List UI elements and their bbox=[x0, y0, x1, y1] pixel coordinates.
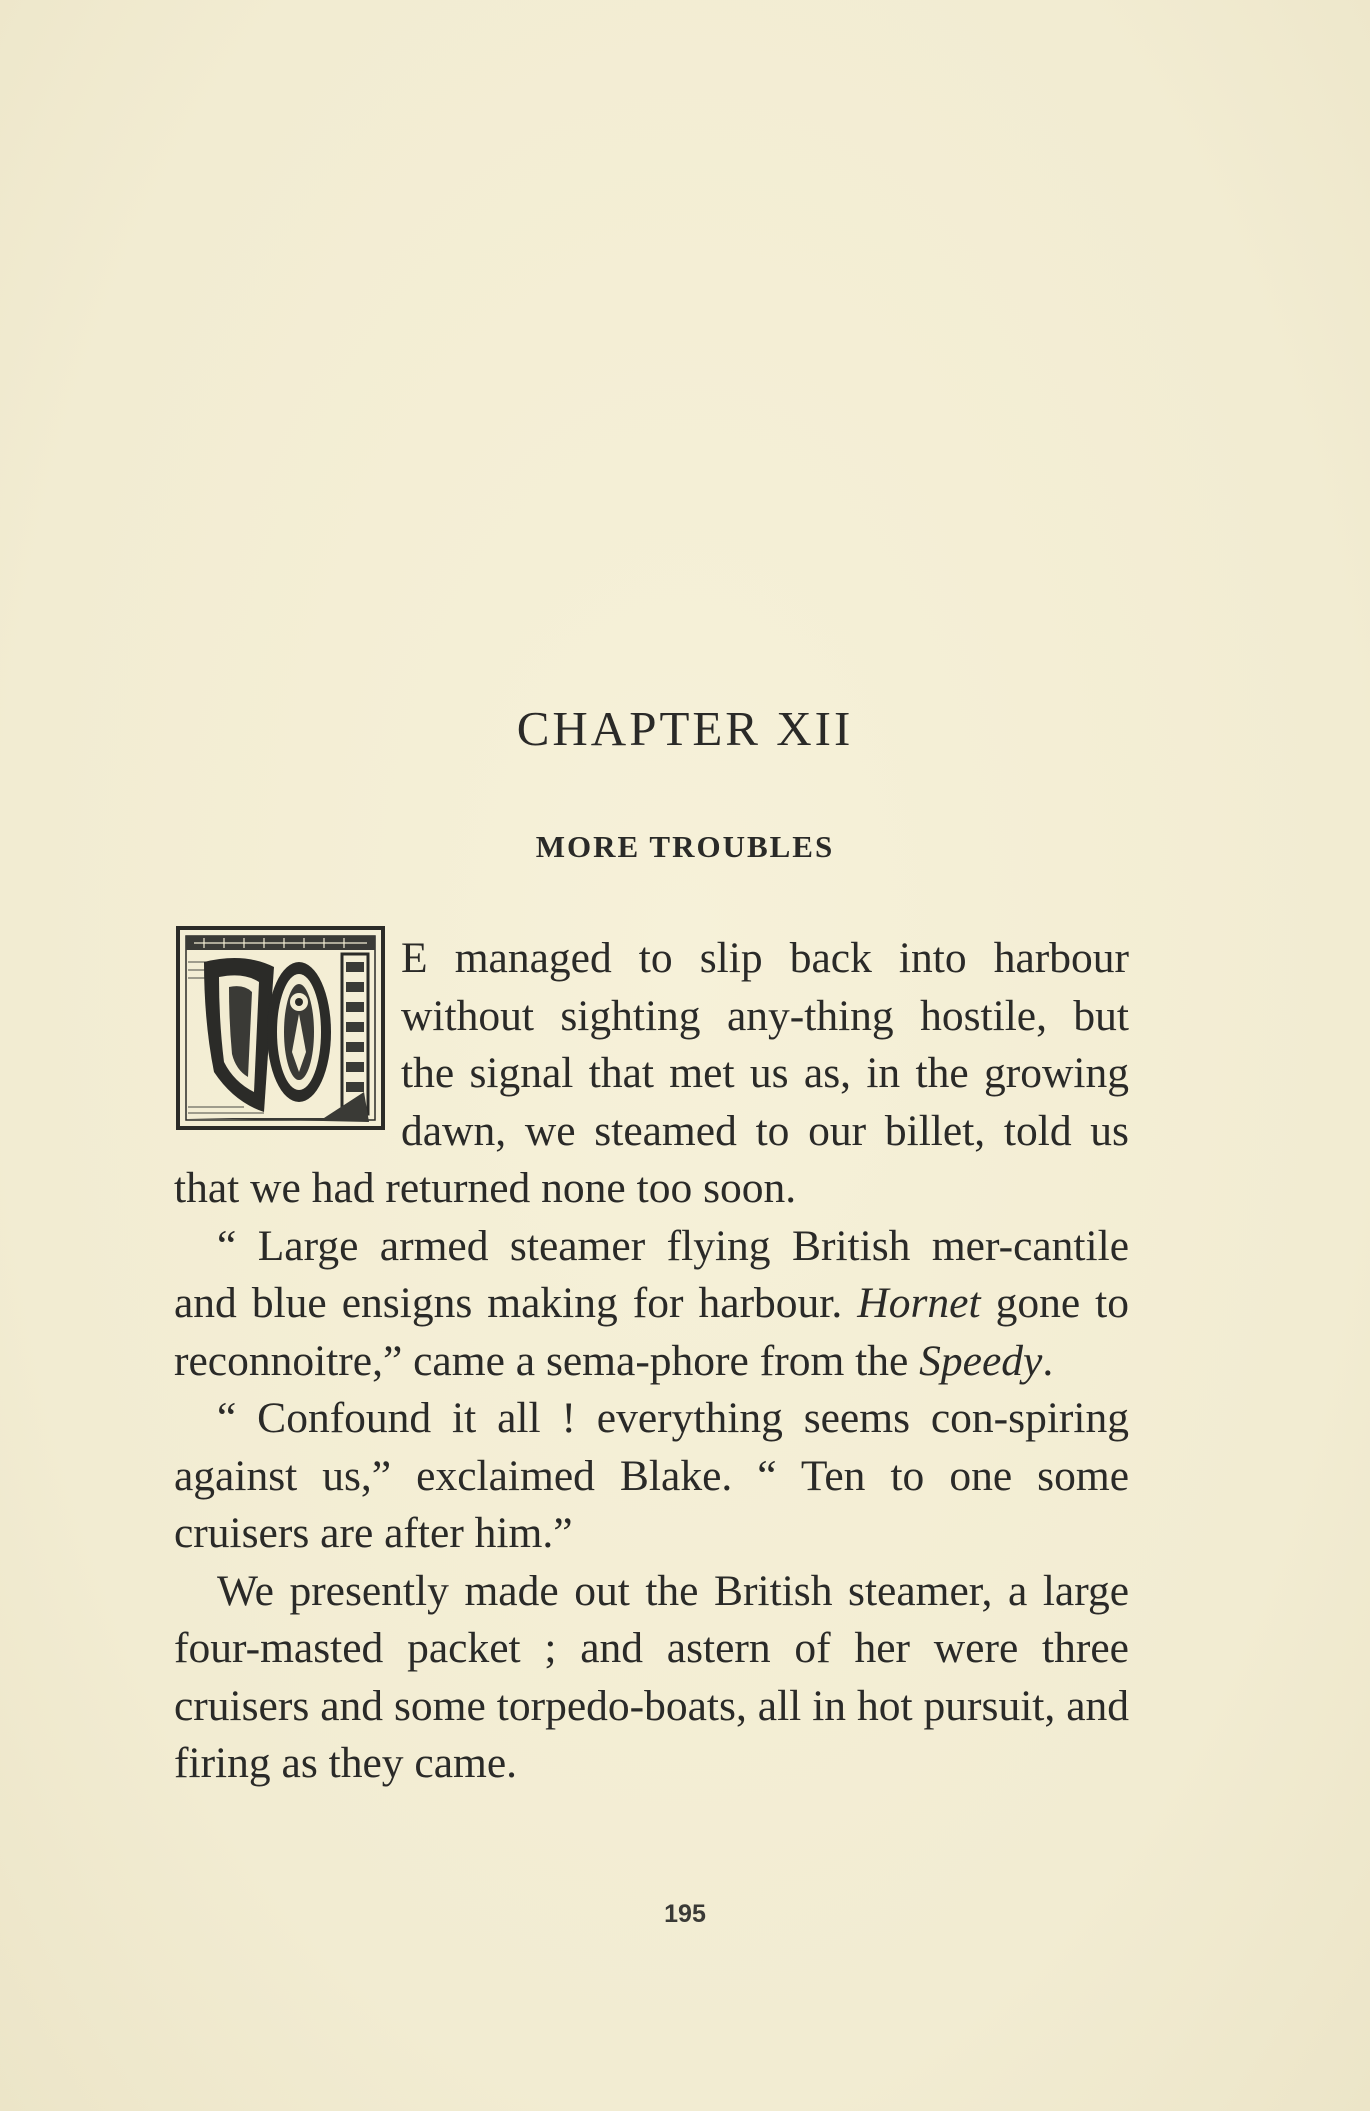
chapter-body bbox=[174, 930, 1129, 1793]
paragraph-4: We presently made out the British steamer, a large four-masted packet ; and astern of her were three cruisers and some torpedo-boats, all in hot pursuit, and firing as they came. bbox=[174, 1566, 1129, 1787]
ornamental-initial-w-icon bbox=[174, 922, 387, 1138]
paragraph-2-text-mid: gone to reconnoitre,” came a sema-phore from the bbox=[174, 1279, 1129, 1385]
ship-name-hornet: Hornet bbox=[857, 1279, 981, 1327]
paragraph-2-text-after: . bbox=[1042, 1336, 1054, 1385]
paragraph-1-lead: E bbox=[401, 934, 428, 982]
chapter-subtitle: MORE TROUBLES bbox=[535, 829, 835, 864]
ship-name-speedy: Speedy bbox=[919, 1336, 1043, 1385]
paragraph-2-text-before: “ Large armed steamer flying British mer-cantile and blue ensigns making for harbour. bbox=[174, 1221, 1129, 1327]
page-number: 195 bbox=[664, 1900, 706, 1928]
paragraph-1-text: managed to slip back into harbour without sighting any-thing hostile, but the signal that met us as, in the growing dawn, we steamed to our billet, told us that we had returned none too soon. bbox=[174, 934, 1129, 1212]
paragraph-3: “ Confound it all ! everything seems con-spiring against us,” exclaimed Blake. “ Ten to one some cruisers are after him.” bbox=[174, 1394, 1129, 1557]
paragraph-2 bbox=[174, 1218, 1129, 1391]
chapter-heading: CHAPTER XII bbox=[516, 701, 854, 756]
